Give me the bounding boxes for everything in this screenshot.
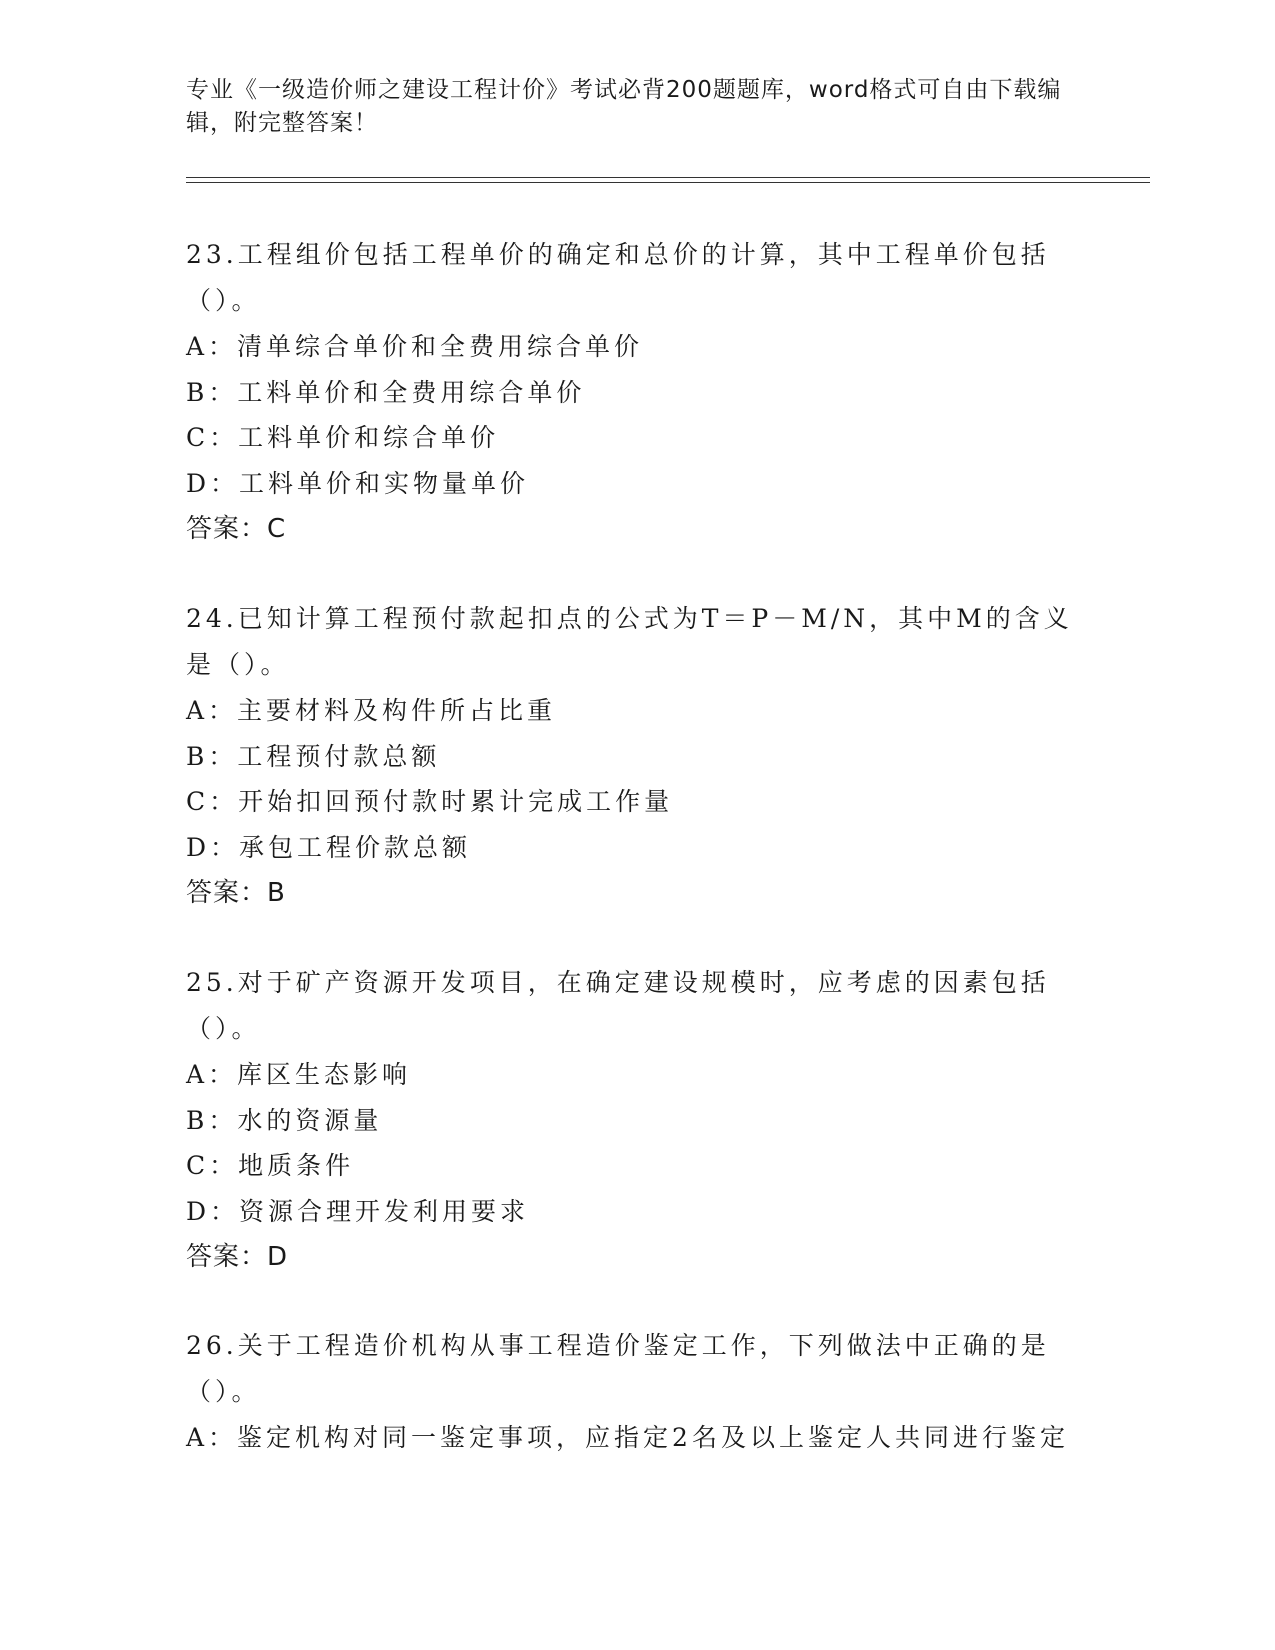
- option-b: B：工料单价和全费用综合单价: [186, 377, 586, 407]
- question-text: 23.工程组价包括工程单价的确定和总价的计算，其中工程单价包括（）。: [186, 240, 1050, 315]
- option-a: A：清单综合单价和全费用综合单价: [186, 332, 644, 361]
- option-c: C：开始扣回预付款时累计完成工作量: [186, 787, 674, 816]
- answer: 答案：B: [186, 878, 286, 908]
- question-text: 24.已知计算工程预付款起扣点的公式为T＝P－M/N，其中M的含义是（）。: [186, 604, 1073, 679]
- option-a: A：库区生态影响: [186, 1060, 412, 1089]
- option-b: B：工程预付款总额: [186, 741, 441, 771]
- question-23: [186, 232, 1086, 552]
- header-divider-top: [186, 177, 1150, 178]
- header-divider-bottom: [186, 182, 1150, 183]
- answer: 答案：D: [186, 1242, 289, 1272]
- option-a: A：鉴定机构对同一鉴定事项，应指定2名及以上鉴定人共同进行鉴定: [186, 1423, 1069, 1452]
- option-c: C：地质条件: [186, 1151, 355, 1180]
- option-c: C：工料单价和综合单价: [186, 423, 500, 452]
- option-d: D：承包工程价款总额: [186, 832, 472, 862]
- question-text: 25.对于矿产资源开发项目，在确定建设规模时，应考虑的因素包括（）。: [186, 968, 1050, 1043]
- question-25: [186, 960, 1086, 1280]
- header-title: 专业《一级造价师之建设工程计价》考试必背200题题库，word格式可自由下载编辑，附完整答案！: [186, 77, 1062, 136]
- question-text: 26.关于工程造价机构从事工程造价鉴定工作，下列做法中正确的是（）。: [186, 1331, 1050, 1406]
- document-header: [186, 74, 1066, 140]
- option-a: A：主要材料及构件所占比重: [186, 696, 557, 725]
- answer: 答案：C: [186, 514, 287, 544]
- question-26: [186, 1323, 1086, 1461]
- option-d: D：工料单价和实物量单价: [186, 468, 530, 498]
- option-b: B：水的资源量: [186, 1105, 383, 1135]
- option-d: D：资源合理开发利用要求: [186, 1196, 530, 1226]
- question-24: [186, 596, 1086, 916]
